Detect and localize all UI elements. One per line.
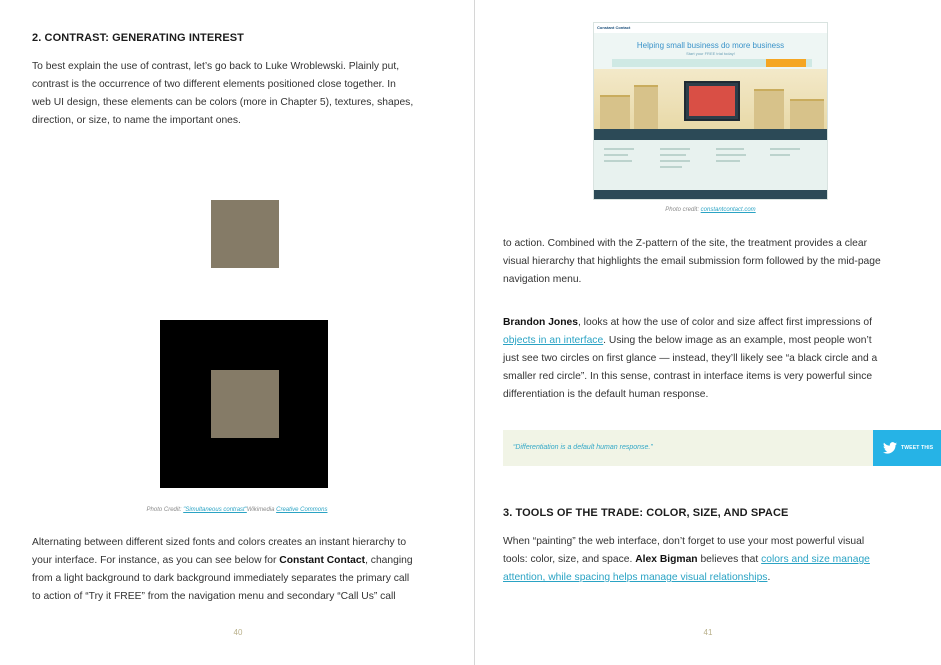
caption-prefix: Photo Credit: <box>146 507 184 513</box>
constantcontact-link[interactable]: constantcontact.com <box>700 207 756 213</box>
z-pattern-paragraph <box>503 235 933 289</box>
text-span: . Using the below image as an example, most people won’t <box>603 335 872 346</box>
contrast-image-caption <box>60 507 414 513</box>
twitter-bird-icon <box>883 442 897 454</box>
brandon-jones-paragraph <box>503 314 933 404</box>
text-line: contrast is the occurrence of two different elements positioned close together. In <box>32 79 396 90</box>
text-line: Alternating between different sized fonts and colors creates an instant hierarchy to <box>32 537 407 548</box>
section-heading-tools: 3. TOOLS OF THE TRADE: COLOR, SIZE, AND SPACE <box>503 507 789 519</box>
screenshot-hero-subtitle: Start your FREE trial today! <box>686 51 735 56</box>
text-span: , looks at how the use of color and size affect first impressions of <box>577 317 872 328</box>
text-line <box>503 314 933 332</box>
constant-contact-bold: Constant Contact <box>279 555 366 566</box>
screenshot-cta-button <box>766 59 806 67</box>
screenshot-footer-links <box>594 140 827 190</box>
building <box>790 99 824 129</box>
building <box>754 89 784 129</box>
text-line: just see two circles on first glance — instead, they’ll likely see “a black circle and a <box>503 353 878 364</box>
tweet-this-label: TWEET THIS <box>901 445 934 451</box>
simultaneous-contrast-link[interactable]: "Simultaneous contrast" <box>183 507 247 513</box>
caption-prefix: Photo credit: <box>665 207 701 213</box>
text-line: web UI design, these elements can be colors (more in Chapter 5), textures, shapes, <box>32 97 414 108</box>
screenshot-nav-bar <box>594 129 827 140</box>
gray-square-on-black <box>211 370 279 438</box>
tools-paragraph <box>503 533 923 587</box>
objects-in-interface-link[interactable]: objects in an interface <box>503 335 604 346</box>
text-span: , changing <box>365 555 413 566</box>
page-number-right: 41 <box>703 628 713 637</box>
colors-size-link[interactable]: colors and size manage <box>761 554 870 565</box>
text-span: tools: color, size, and space. <box>503 554 636 565</box>
text-line: to action of “Try it FREE” from the navigation menu and secondary “Call Us” call <box>32 591 396 602</box>
black-square-background <box>160 320 328 488</box>
gray-square-on-white <box>211 200 279 268</box>
text-line: When “painting” the web interface, don’t forget to use your most powerful visual <box>503 536 865 547</box>
text-span: . <box>767 572 771 583</box>
text-line: from a light background to dark background immediately separates the primary call <box>32 573 410 584</box>
text-line: navigation menu. <box>503 274 582 285</box>
section-heading-contrast: 2. CONTRAST: GENERATING INTEREST <box>32 32 245 44</box>
text-line <box>503 569 923 587</box>
text-line: direction, or size, to name the important ones. <box>32 115 241 126</box>
caption-middle: Wikimedia <box>246 507 277 513</box>
tweet-this-button[interactable] <box>873 430 941 466</box>
spacing-relationships-link[interactable]: attention, while spacing helps manage visual relationships <box>503 572 768 583</box>
text-line: visual hierarchy that highlights the email submission form followed by the mid-page <box>503 256 881 267</box>
constant-contact-screenshot <box>593 22 828 200</box>
screenshot-monitor-graphic <box>684 81 740 121</box>
hierarchy-paragraph <box>32 534 452 606</box>
screenshot-bottom-bar <box>594 190 827 200</box>
screenshot-caption <box>593 207 828 213</box>
creative-commons-link[interactable]: Creative Commons <box>276 507 328 513</box>
page-number-left: 40 <box>233 628 243 637</box>
text-line <box>32 552 452 570</box>
text-span: your interface. For instance, as you can see below for <box>32 555 280 566</box>
text-line: smaller red circle”. In this sense, contrast in interface items is very powerful since <box>503 371 873 382</box>
text-line <box>503 551 923 569</box>
contrast-paragraph <box>32 58 452 130</box>
alex-bigman-bold: Alex Bigman <box>635 554 698 565</box>
text-line: To best explain the use of contrast, let’s go back to Luke Wroblewski. Plainly put, <box>32 61 400 72</box>
text-line: differentiation is the default human response. <box>503 389 709 400</box>
building <box>600 95 630 129</box>
text-span: believes that <box>697 554 762 565</box>
text-line <box>503 332 933 350</box>
building <box>634 85 658 129</box>
screenshot-logo: Constant Contact <box>597 25 631 30</box>
pull-quote-text: “Differentiation is a default human response.” <box>513 444 653 451</box>
text-line: to action. Combined with the Z-pattern of the site, the treatment provides a clear <box>503 238 868 249</box>
screenshot-hero-title: Helping small business do more business <box>636 41 785 50</box>
brandon-jones-bold: Brandon Jones <box>503 317 578 328</box>
